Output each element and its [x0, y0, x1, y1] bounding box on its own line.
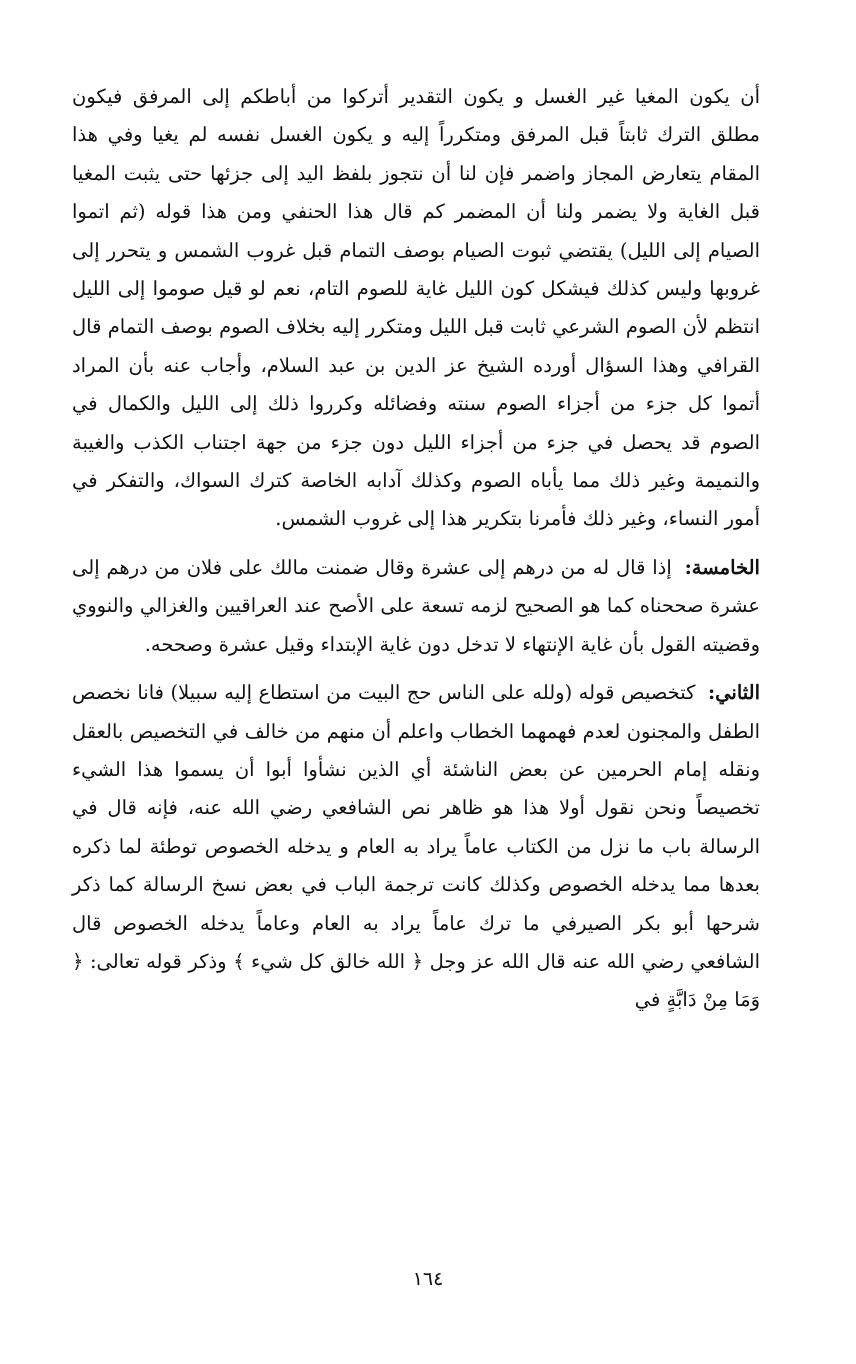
- paragraph-2-text: إذا قال له من درهم إلى عشرة وقال ضمنت مالك على فلان من درهم إلى عشرة صححناه كما هو الصحيح لزمه تسعة على الأصح عند العراقيين والغزالي والنووي وقضيته القول بأن غاية الإنتهاء لا تدخل دون غاية الإبتداء وقيل عشرة وصححه.: [72, 555, 760, 656]
- paragraph-1-text: أن يكون المغيا غير الغسل و يكون التقدير أتركوا من أباطكم إلى المرفق فيكون مطلق الترك ثابتاً قبل المرفق ومتكرراً إليه و يكون الغسل نفسه لم يغيا وفي هذا المقام يتعارض المجاز واضمر فإن لنا أن نتجوز بلفظ اليد إلى جزئها حتى يثبت المغيا قبل الغاية ولا يضمر ولنا أن المضمر كم قال هذا الحنفي ومن هذا قوله (ثم اتموا الصيام إلى الليل) يقتضي ثبوت الصيام بوصف التمام قبل غروب الشمس و يتحرر إلى غروبها وليس كذلك فيشكل كون الليل غاية للصوم التام، نعم لو قيل صوموا إلى الليل انتظم لأن الصوم الشرعي ثابت قبل الليل ومتكرر إليه بخلاف الصوم بوصف التمام قال القرافي وهذا السؤال أورده الشيخ عز الدين بن عبد السلام، وأجاب عنه بأن المراد أتموا كل جزء من أجزاء الصوم سنته وفضائله وكرروا ذلك إلى الليل والكمال في الصوم قد يحصل في جزء من أجزاء الليل دون جزء من جهة اجتناب الكذب والغيبة والنميمة وغير ذلك مما يأباه الصوم وكذلك آدابه الخاصة كترك السواك، والتفكر في أمور النساء، وغير ذلك فأمرنا بتكرير هذا إلى غروب الشمس.: [72, 85, 760, 531]
- paragraph-1: [72, 78, 760, 539]
- body-text: [72, 78, 760, 1020]
- paragraph-3-text: كتخصيص قوله (ولله على الناس حج البيت من استطاع إليه سبيلا) فانا نخصص الطفل والمجنون لعدم فهمهما الخطاب واعلم أن منهم من خالف في التخصيص بالعقل ونقله إمام الحرمين عن بعض الناشئة أي الذين نشأوا أبوا أن يسموا هذا الشيء تخصيصاً ونحن نقول أولا هذا هو ظاهر نص الشافعي رضي الله عنه، فإنه قال في الرسالة باب ما نزل من الكتاب عاماً يراد به العام و يدخله الخصوص توطئة لما ذكره بعدها مما يدخله الخصوص وكذلك كانت ترجمة الباب في بعض نسخ الرسالة كما ذكر شرحها أبو بكر الصيرفي ما ترك عاماً يراد به العام وعاماً يدخله الخصوص قال الشافعي رضي الله عنه قال الله عز وجل ﴿ الله خالق كل شيء ﴾ وذكر قوله تعالى: ﴿ وَمَا مِنْ دَابَّةٍ في: [72, 681, 760, 1012]
- page-number: ١٦٤: [412, 1268, 444, 1290]
- paragraph-3: [72, 674, 760, 1020]
- paragraph-3-heading: الثاني:: [707, 681, 761, 705]
- paragraph-2-heading: الخامسة:: [684, 555, 760, 579]
- paragraph-2: [72, 549, 760, 664]
